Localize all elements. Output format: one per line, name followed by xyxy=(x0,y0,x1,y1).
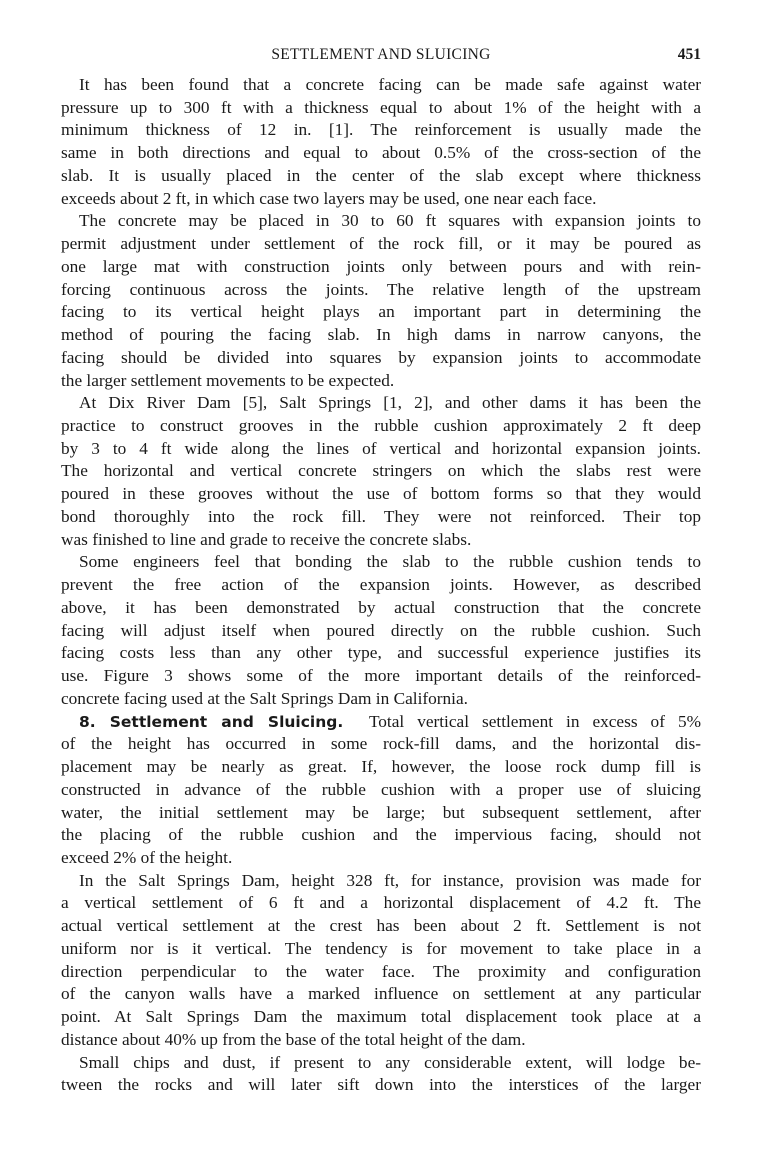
line-text: placement may be nearly as great. If, however, the loose rock dump fill is xyxy=(61,757,701,777)
page-number: 451 xyxy=(677,46,701,63)
line-text: exceeds about 2 ft, in which case two layers may be used, one near each face. xyxy=(61,188,597,208)
text-line xyxy=(61,779,701,802)
page-header xyxy=(61,46,701,68)
line-text: facing should be divided into squares by expansion joints to accommodate xyxy=(61,347,701,367)
line-text: direction perpendicular to the water face. The proximity and configuration xyxy=(61,961,701,981)
text-line xyxy=(61,824,701,847)
text-line xyxy=(61,665,701,688)
text-line xyxy=(61,233,701,256)
text-line xyxy=(61,938,701,961)
text-line xyxy=(61,1029,701,1052)
line-text: the placing of the rubble cushion and the impervious facing, should not xyxy=(61,825,701,845)
line-text: facing costs less than any other type, and successful experience justifies its xyxy=(61,643,701,663)
line-text: above, it has been demonstrated by actual construction that the concrete xyxy=(61,597,701,617)
line-text: of the canyon walls have a marked influence on settlement at any particular xyxy=(61,984,701,1004)
text-line xyxy=(61,1074,701,1097)
line-text: prevent the free action of the expansion joints. However, as described xyxy=(61,575,701,595)
line-text: by 3 to 4 ft wide along the lines of vertical and horizontal expansion joints. xyxy=(61,438,701,458)
text-line xyxy=(61,119,701,142)
paragraph xyxy=(61,1052,701,1097)
line-text: In the Salt Springs Dam, height 328 ft, for instance, provision was made for xyxy=(79,870,701,890)
line-text: poured in these grooves without the use of bottom forms so that they would xyxy=(61,484,701,504)
text-line xyxy=(61,529,701,552)
text-line xyxy=(61,483,701,506)
line-text: use. Figure 3 shows some of the more important details of the reinforced- xyxy=(61,666,701,686)
line-text: a vertical settlement of 6 ft and a horizontal displacement of 4.2 ft. The xyxy=(61,893,701,913)
text-line xyxy=(61,642,701,665)
line-text: point. At Salt Springs Dam the maximum total displacement took place at a xyxy=(61,1007,701,1027)
line-text: slab. It is usually placed in the center of the slab except where thickness xyxy=(61,165,701,185)
paragraph xyxy=(61,870,701,1052)
text-line xyxy=(61,324,701,347)
text-line xyxy=(61,438,701,461)
section-heading: 8. Settlement and Sluicing. xyxy=(79,712,344,731)
paragraph xyxy=(61,74,701,210)
text-line xyxy=(61,142,701,165)
line-text: The concrete may be placed in 30 to 60 ft squares with expansion joints to xyxy=(79,211,701,231)
text-line xyxy=(61,347,701,370)
paragraph xyxy=(61,210,701,392)
line-text: uniform nor is it vertical. The tendency is for movement to take place in a xyxy=(61,938,701,958)
line-text: method of pouring the facing slab. In high dams in narrow canyons, the xyxy=(61,325,701,345)
line-text: the larger settlement movements to be expected. xyxy=(61,370,395,390)
text-line xyxy=(61,460,701,483)
text-line xyxy=(61,574,701,597)
line-text: Total vertical settlement in excess of 5% xyxy=(368,711,701,731)
text-line xyxy=(61,392,701,415)
body-text xyxy=(61,74,701,1097)
line-text: distance about 40% up from the base of the total height of the dam. xyxy=(61,1029,526,1049)
text-line xyxy=(61,961,701,984)
line-text: pressure up to 300 ft with a thickness equal to about 1% of the height with a xyxy=(61,97,701,117)
text-line xyxy=(61,279,701,302)
line-text: The horizontal and vertical concrete stringers on which the slabs rest were xyxy=(61,461,701,481)
text-line xyxy=(61,733,701,756)
line-text: Small chips and dust, if present to any considerable extent, will lodge be- xyxy=(79,1052,701,1072)
line-text: Some engineers feel that bonding the slab to the rubble cushion tends to xyxy=(79,552,701,572)
line-text: one large mat with construction joints only between pours and with rein- xyxy=(61,256,701,276)
text-line xyxy=(61,688,701,711)
text-line xyxy=(61,802,701,825)
line-text: permit adjustment under settlement of the rock fill, or it may be poured as xyxy=(61,234,701,254)
line-text: minimum thickness of 12 in. [1]. The reinforcement is usually made the xyxy=(61,120,701,140)
line-text: forcing continuous across the joints. The relative length of the upstream xyxy=(61,279,701,299)
line-text: exceed 2% of the height. xyxy=(61,847,233,867)
line-text: facing will adjust itself when poured directly on the rubble cushion. Such xyxy=(61,620,701,640)
text-line xyxy=(61,870,701,893)
line-text: At Dix River Dam [5], Salt Springs [1, 2], and other dams it has been the xyxy=(79,393,701,413)
text-line xyxy=(61,711,701,734)
line-text: same in both directions and equal to about 0.5% of the cross-section of the xyxy=(61,143,701,163)
text-line xyxy=(61,506,701,529)
text-line xyxy=(61,370,701,393)
text-line xyxy=(61,892,701,915)
line-text: practice to construct grooves in the rubble cushion approximately 2 ft deep xyxy=(61,416,701,436)
text-line xyxy=(61,597,701,620)
text-line xyxy=(61,97,701,120)
text-line xyxy=(61,983,701,1006)
text-line xyxy=(61,756,701,779)
paragraph xyxy=(61,392,701,551)
paragraph xyxy=(61,551,701,710)
text-line xyxy=(61,1006,701,1029)
text-line xyxy=(61,551,701,574)
line-text: bond thoroughly into the rock fill. They were not reinforced. Their top xyxy=(61,506,701,526)
text-line xyxy=(61,74,701,97)
line-text: actual vertical settlement at the crest has been about 2 ft. Settlement is not xyxy=(61,916,701,936)
line-text: It has been found that a concrete facing can be made safe against water xyxy=(79,75,701,94)
line-text: was finished to line and grade to receive the concrete slabs. xyxy=(61,529,472,549)
line-text: concrete facing used at the Salt Springs Dam in California. xyxy=(61,688,468,708)
text-line xyxy=(61,1052,701,1075)
text-line xyxy=(61,210,701,233)
text-line xyxy=(61,415,701,438)
text-line xyxy=(61,847,701,870)
line-text xyxy=(79,712,701,731)
text-line xyxy=(61,165,701,188)
text-line xyxy=(61,915,701,938)
text-line xyxy=(61,256,701,279)
line-text: of the height has occurred in some rock-fill dams, and the horizontal dis- xyxy=(61,734,701,754)
running-title: SETTLEMENT AND SLUICING xyxy=(271,46,491,63)
section-paragraph xyxy=(61,711,701,870)
text-line xyxy=(61,301,701,324)
line-text: facing to its vertical height plays an important part in determining the xyxy=(61,302,701,322)
line-text: tween the rocks and will later sift down into the interstices of the larger xyxy=(61,1075,701,1095)
text-line xyxy=(61,188,701,211)
line-text: water, the initial settlement may be large; but subsequent settlement, after xyxy=(61,802,701,822)
text-line xyxy=(61,620,701,643)
line-text: constructed in advance of the rubble cushion with a proper use of sluicing xyxy=(61,779,701,799)
